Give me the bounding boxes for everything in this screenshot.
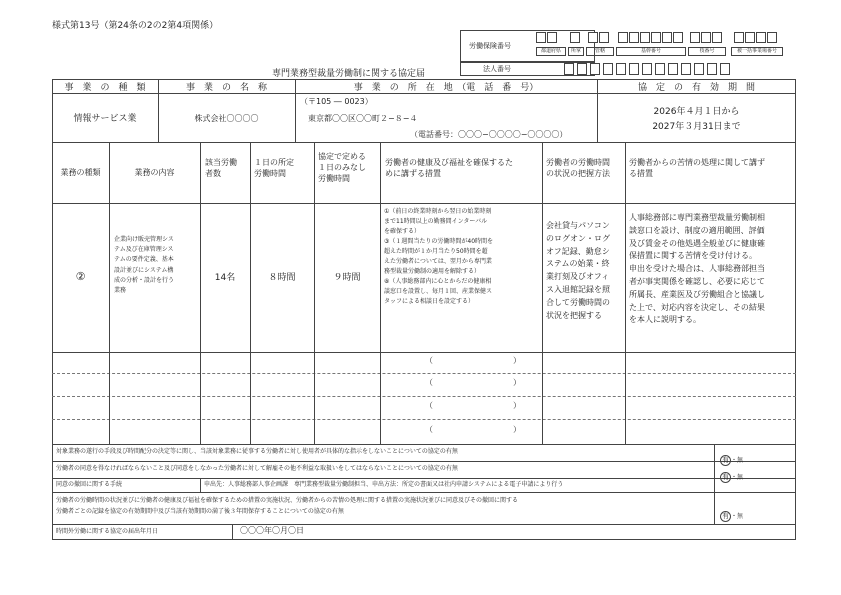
col-work-content: 業務の内容 [134,168,175,177]
withdrawal-procedure-label: 同意の撤回に関する手続 [56,481,123,488]
overtime-filing-label: 時間外労働に関する協定の届出年月日 [56,528,159,535]
col-work-type: 業務の種類 [60,168,101,177]
yes-circle: 有 [722,456,729,465]
sublabel-base-number: 基幹番号 [616,47,686,56]
business-type-value: 情報サービス業 [73,114,137,124]
sublabel-batch-number: 被一括事業場番号 [731,47,783,56]
agreement-no-instruction: 対象業務の遂行の手段及び時間配分の決定等に関し、当該対象業務に従事する労働者に対し使用者が具体的な指示をしないことについての協定の有無 [56,448,458,455]
postal-code: （〒105 ― 0023） [300,97,373,106]
overtime-filing-date[interactable]: 〇〇〇年〇月〇日 [240,526,304,535]
business-address-value: 東京都〇〇区〇〇町２−８−４ [308,114,418,123]
yes-circle: 有 [722,512,729,521]
labor-insurance-label: 労働保険番号 [469,42,511,50]
yes-circle: 有 [722,473,729,482]
agreement-consent: 労働者の同意を得なければならないこと及び同意をしなかった労働者に対して解雇その他不利益な取扱いをしてはならないことについての協定の有無 [56,465,458,472]
form-number: 様式第13号（第24条の2の2第4項関係） [52,21,219,31]
row-deemed-hours: ９時間 [333,273,361,283]
row-time-tracking: 会社貸与パソコン のログオン・ログ オフ記録、勤怠シ ステムの始業・終 業打刻及びオフィ ス入退館記録を照 合して労働時間の 状況を把握する [546,221,610,320]
form-title: 専門業務型裁量労働制に関する協定届 [272,69,426,79]
records-retention: 労働者の労働時間の状況並びに労働者の健康及び福祉を確保するための措置の実施状況、労働者からの苦情の処理に関する措置の実施状況並びに同意及びその撤回に関する 労働者ごとの記録を協定の有効期間中及び当該有効期間の満了後３年間保存することについての協定の有無 [56,497,519,515]
row-health-measures: ①（前日の終業時刻から翌日の始業時刻 まで11時間以上の勤務間インターバル を確保する） ③（１週間当たりの労働時間が40時間を 超えた時間が１か月当たり50時間を超 えた労働者については、翌月から専門業 務型裁量労働制の適用を解除する） ⑧（人事総務部内に心とからだの健康相 談窓口を設置し、毎月１回、産業保健ス タッフによる相談日を設定する） [384,208,494,306]
answer-q4[interactable] [720,503,743,522]
period-to: 2027年３月31日まで [652,122,741,132]
business-phone: （電話番号：〇〇〇−〇〇〇〇−〇〇〇〇） [410,130,568,139]
no-option: ・無 [731,513,744,521]
sublabel-jurisdiction: 所掌 [568,47,584,56]
col-complaint-measures: 労働者からの苦情の処理に関して講ず る措置 [629,158,765,178]
no-option: ・無 [731,474,744,482]
row-worker-count: 14名 [214,273,236,283]
row-complaint-measures: 人事総務部に専門業務型裁量労働制相 談窓口を設け、制度の適用範囲、評価 及び賃金その他処遇全般並びに健康確 保措置に関する苦情を受け付ける。 申出を受けた場合は、人事総務部担当 者が事実関係を確認し、必要に応じて 所属長、産業医及び労働組合と協議し た上で、対応内容を決定し、その結果 を本人に説明する。 [629,213,765,325]
col-prescribed-hours: １日の所定 労働時間 [254,158,294,178]
no-option: ・無 [731,457,744,465]
sublabel-prefecture: 都道府県 [536,47,566,56]
labor-insurance-number-field[interactable] [536,30,796,60]
sublabel-office: 管轄 [586,47,614,56]
empty-measure-1[interactable]: （ ） [425,356,521,365]
header-validity-period: 協 定 の 有 効 期 間 [637,83,755,93]
empty-measure-4[interactable]: （ ） [425,425,521,434]
row-prescribed-hours: ８時間 [268,273,296,283]
business-name-value: 株式会社〇〇〇〇 [194,114,259,123]
empty-measure-3[interactable]: （ ） [425,401,521,410]
col-worker-count: 該当労働 者数 [205,158,237,178]
row-work-content: 企業向け販売管理シス テム及び在庫管理シス テムの要件定義、基本 設計並びにシステム構 成の分析・設計を行う 業務 [114,236,175,294]
empty-measure-2[interactable]: （ ） [425,378,521,387]
period-from: 2026年４月１日から [653,107,740,117]
corporate-number-field[interactable] [564,63,764,76]
sublabel-branch-number: 枝番号 [688,47,726,56]
header-business-type: 事 業 の 種 類 [64,83,146,93]
corporate-no-label: 法人番号 [483,65,511,73]
answer-q2[interactable] [720,464,743,483]
col-time-tracking: 労働者の労働時間 の状況の把握方法 [546,158,610,178]
header-business-name: 事 業 の 名 称 [185,83,267,93]
col-health-measures: 労働者の健康及び福祉を確保するた めに講ずる措置 [385,158,513,178]
row-work-type: ② [75,270,86,283]
header-business-address: 事 業 の 所 在 地 （電 話 番 号） [353,83,539,93]
withdrawal-procedure-value: 申出先：人事総務部人事企画課 専門業務型裁量労働制担当、申出方法：所定の書面又は社内申請システムによる電子申請により行う [204,481,564,488]
col-deemed-hours: 協定で定める １日のみなし 労働時間 [318,152,366,183]
